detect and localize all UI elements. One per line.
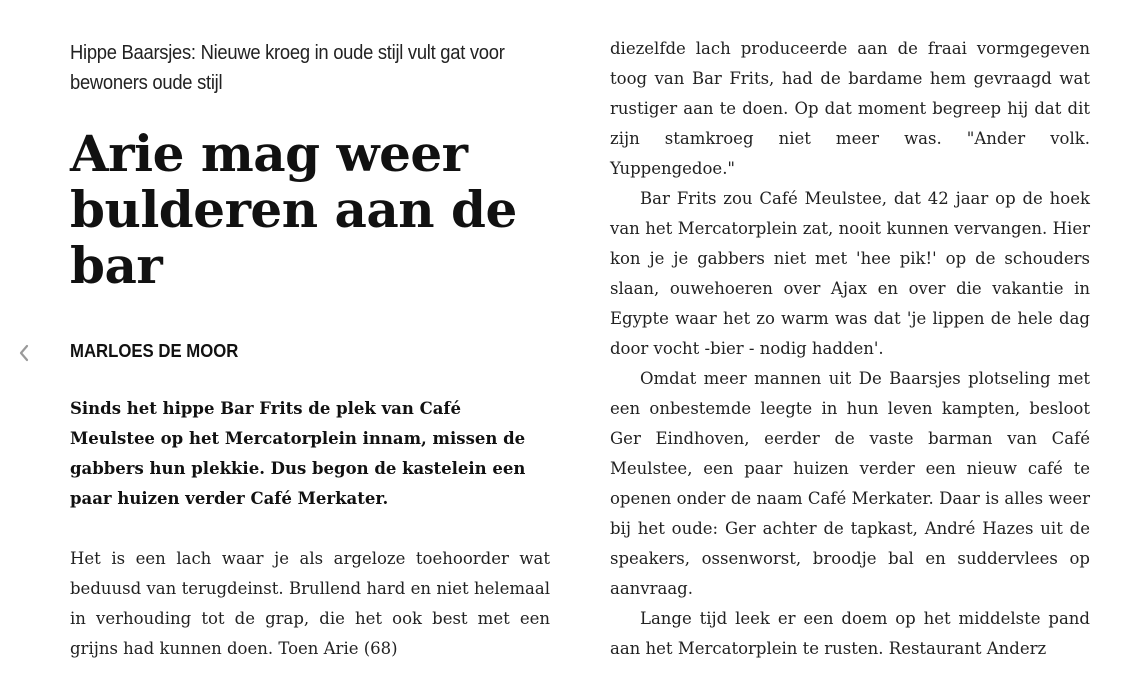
- body-paragraph: Omdat meer mannen uit De Baarsjes plotseling met een onbestemde leegte in hun leven kampten, besloot Ger Eindhoven, eerder de vaste barman van Café Meulstee, een paar huizen verder een nieuw café te openen onder de naam Café Merkater. Daar is alles weer bij het oude: Ger achter de tapkast, André Hazes uit de speakers, ossenworst, broodje bal en suddervlees op aanvraag.: [610, 369, 1090, 598]
- chevron-left-icon: [18, 344, 30, 362]
- previous-page-button[interactable]: [14, 340, 34, 366]
- article-lead: Sinds het hippe Bar Frits de plek van Café Meulstee op het Mercatorplein innam, missen de gabbers hun plekkie. Dus begon de kastelein een paar huizen verder Café Merkater.: [70, 399, 526, 508]
- body-paragraph: Lange tijd leek er een doem op het middelste pand aan het Mercatorplein te rusten. Restaurant Anderz: [610, 609, 1090, 658]
- article-body-intro: Het is een lach waar je als argeloze toehoorder wat beduusd van terugdeinst. Brullend hard en niet helemaal in verhouding tot de grap, die het ook best met een grijns had kunnen doen. Toen Arie (68): [70, 549, 550, 658]
- body-paragraph: Bar Frits zou Café Meulstee, dat 42 jaar op de hoek van het Mercatorplein zat, nooit kunnen vervangen. Hier kon je je gabbers niet met 'hee pik!' op de schouders slaan, ouwehoeren over Ajax en over die vakantie in Egypte waar het zo warm was dat 'je lippen de hele dag door vocht -bier - nodig hadden'.: [610, 189, 1090, 358]
- article-kicker: Hippe Baarsjes: Nieuwe kroeg in oude stijl vult gat voor bewoners oude stijl: [70, 42, 505, 94]
- body-paragraph: diezelfde lach produceerde aan de fraai vormgegeven toog van Bar Frits, had de bardame hem gevraagd wat rustiger aan te doen. Op dat moment begreep hij dat dit zijn stamkroeg niet meer was. "Ander volk. Yuppengedoe.": [610, 39, 1090, 178]
- article-headline: Arie mag weer bulderen aan de bar: [70, 124, 517, 295]
- author-byline: MARLOES DE MOOR: [70, 341, 239, 361]
- article-body-continued: [610, 34, 1090, 664]
